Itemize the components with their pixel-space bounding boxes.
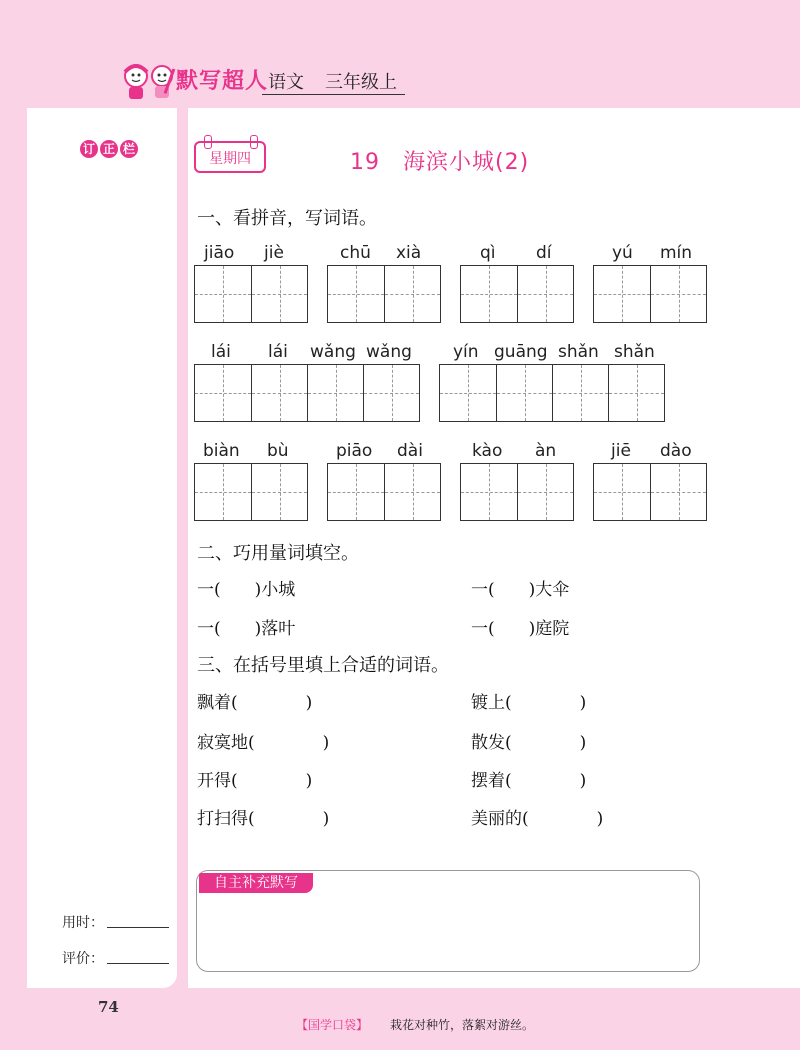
sidebar-panel [27,108,177,988]
supplement-label: 自主补充默写 [199,873,313,893]
grade-label: 三年级上 [325,72,397,93]
brand-name: 默写超人 [176,69,269,94]
correction-char: 正 [100,140,118,158]
pinyin-label: mín [660,243,693,263]
lesson-title: 19 海滨小城(2) [350,150,530,175]
writing-grid[interactable] [593,265,707,323]
measure-word-item[interactable]: 一( )落叶 [197,619,296,639]
pinyin-label: yín [453,342,479,362]
writing-grid[interactable] [593,463,707,521]
fill-word-item[interactable]: 镀上( ) [471,693,587,713]
writing-grid[interactable] [194,265,308,323]
writing-grid[interactable] [439,364,665,422]
pinyin-label: kào [472,441,503,461]
time-field[interactable] [107,927,169,928]
section-heading: 三、在括号里填上合适的词语。 [197,655,449,676]
fill-word-item[interactable]: 摆着( ) [471,771,587,791]
pinyin-label: chū [340,243,371,263]
pinyin-label: jiè [264,243,284,263]
writing-grid[interactable] [194,463,308,521]
pinyin-label: dài [397,441,423,461]
correction-char: 栏 [120,140,138,158]
pinyin-label: wǎng [310,342,356,362]
fill-word-item[interactable]: 打扫得( ) [197,809,330,829]
section-heading: 二、巧用量词填空。 [197,543,359,564]
weekday-badge [194,141,266,173]
pinyin-label: guāng [494,342,548,362]
footer-quote: 栽花对种竹，落絮对游丝。 [390,1018,535,1032]
pinyin-label: jiāo [204,243,235,263]
pinyin-label: dí [536,243,552,263]
pinyin-label: lái [268,342,288,362]
writing-grid[interactable] [327,463,441,521]
page-number: 74 [98,998,119,1016]
correction-column-badge [80,140,138,158]
time-label: 用时： [62,915,104,931]
pinyin-label: àn [535,441,557,461]
fill-word-item[interactable]: 美丽的( ) [471,809,604,829]
pinyin-label: wǎng [366,342,412,362]
rating-field[interactable] [107,963,169,964]
pinyin-label: shǎn [558,342,599,362]
rating-label: 评价： [62,951,104,967]
pinyin-label: bù [267,441,289,461]
writing-grid[interactable] [327,265,441,323]
measure-word-item[interactable]: 一( )庭院 [471,619,570,639]
writing-grid[interactable] [460,265,574,323]
fill-word-item[interactable]: 开得( ) [197,771,313,791]
pinyin-label: xià [396,243,422,263]
subject-label: 语文 [268,72,304,93]
fill-word-item[interactable]: 散发( ) [471,733,587,753]
pinyin-label: dào [660,441,692,461]
fill-word-item[interactable]: 飘着( ) [197,693,313,713]
section-heading: 一、看拼音，写词语。 [197,208,377,229]
pinyin-label: piāo [336,441,373,461]
correction-char: 订 [80,140,98,158]
pinyin-label: jiē [611,441,631,461]
measure-word-item[interactable]: 一( )大伞 [471,580,570,600]
pinyin-label: biàn [203,441,240,461]
pinyin-label: lái [211,342,231,362]
pinyin-label: shǎn [614,342,655,362]
header-underline [262,94,405,95]
weekday-label: 星期四 [209,151,251,167]
writing-grid[interactable] [194,364,420,422]
fill-word-item[interactable]: 寂寞地( ) [197,733,330,753]
footer-tag: 【国学口袋】 [296,1018,369,1032]
writing-grid[interactable] [460,463,574,521]
pinyin-label: qì [480,243,496,263]
measure-word-item[interactable]: 一( )小城 [197,580,296,600]
pinyin-label: yú [612,243,633,263]
